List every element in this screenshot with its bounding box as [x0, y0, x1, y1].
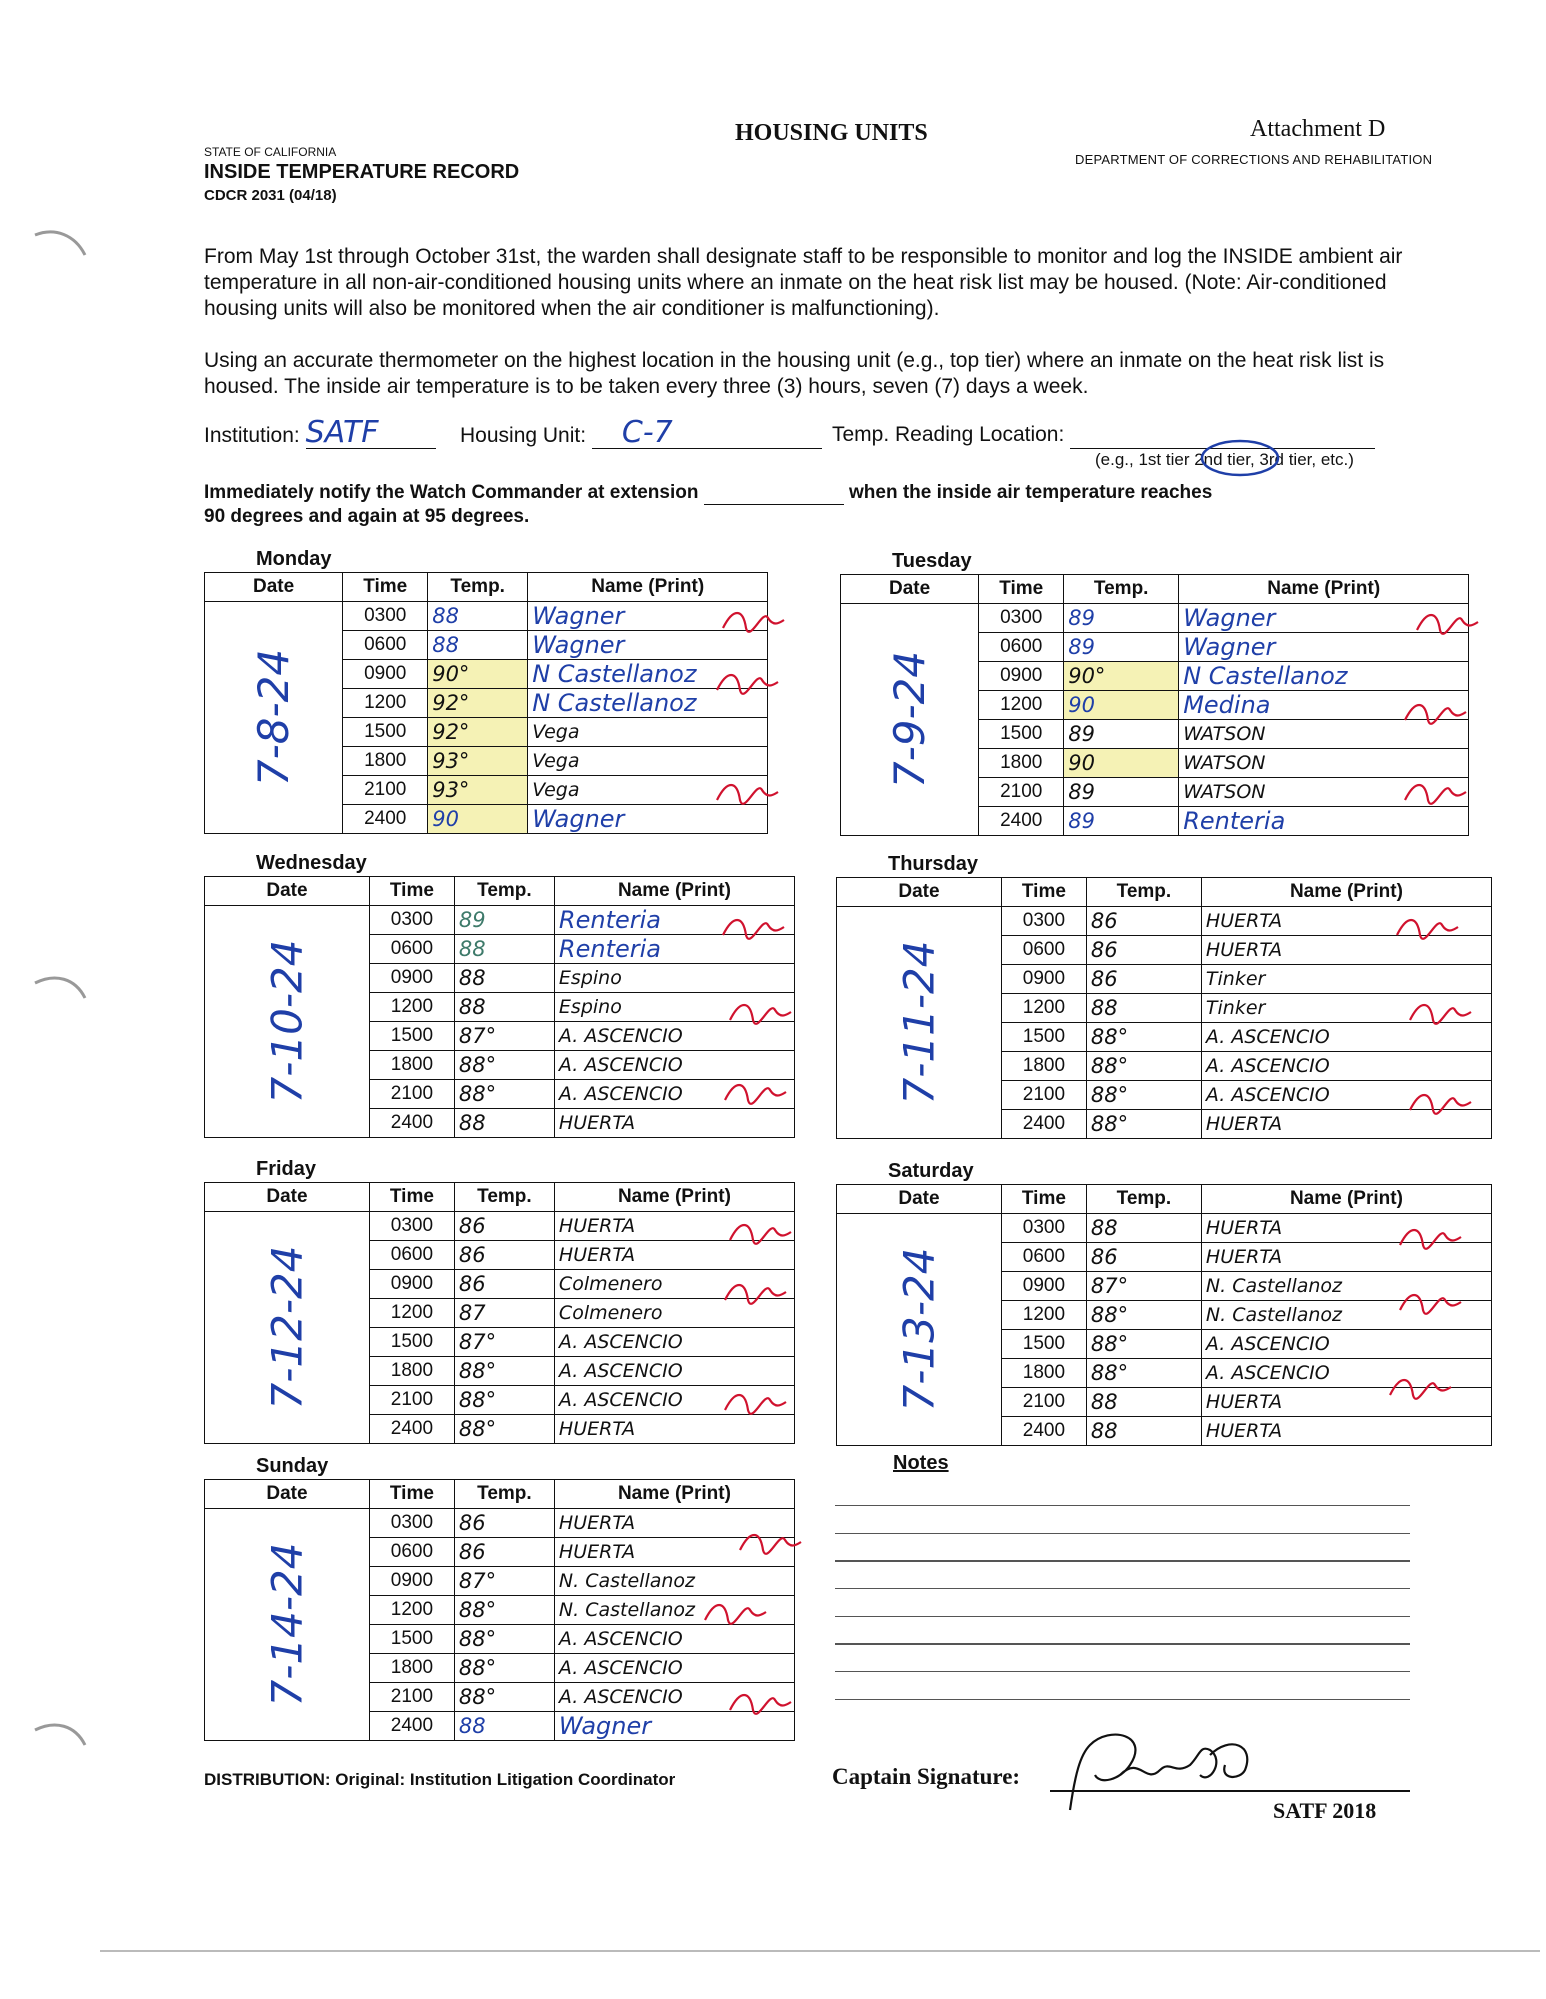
notes-line — [835, 1616, 1410, 1617]
name-cell[interactable]: A. ASCENCIO — [554, 1022, 794, 1051]
temp-cell[interactable]: 88° — [454, 1625, 554, 1654]
time-cell: 0600 — [1001, 1243, 1086, 1272]
time-cell: 1500 — [343, 718, 428, 747]
column-header-time: Time — [369, 877, 454, 906]
temp-cell[interactable]: 88° — [1086, 1359, 1201, 1388]
name-cell[interactable]: N. Castellanoz — [1201, 1272, 1491, 1301]
name-cell[interactable]: Wagner — [1179, 604, 1469, 633]
temp-cell[interactable]: 86 — [1086, 936, 1201, 965]
name-cell[interactable]: WATSON — [1179, 720, 1469, 749]
date-cell[interactable] — [837, 1214, 1002, 1446]
name-cell[interactable]: A. ASCENCIO — [1201, 1330, 1491, 1359]
temp-cell[interactable]: 86 — [454, 1538, 554, 1567]
column-header-date: Date — [205, 1183, 370, 1212]
reviewer-initials-mark — [725, 990, 795, 1040]
table-row — [205, 1509, 795, 1538]
time-cell: 0900 — [369, 964, 454, 993]
temp-location-example: (e.g., 1st tier 2nd tier, 3rd tier, etc.) — [1095, 450, 1354, 469]
name-cell[interactable]: A. ASCENCIO — [554, 1683, 794, 1712]
temp-cell[interactable]: 88° — [1086, 1110, 1201, 1139]
name-cell[interactable]: Wagner — [1179, 633, 1469, 662]
name-cell[interactable]: A. ASCENCIO — [554, 1080, 794, 1109]
name-cell[interactable]: Renteria — [554, 935, 794, 964]
time-cell: 1800 — [369, 1654, 454, 1683]
name-cell[interactable]: HUERTA — [554, 1241, 794, 1270]
temp-cell[interactable]: 87° — [1086, 1272, 1201, 1301]
temp-cell[interactable]: 86 — [454, 1241, 554, 1270]
name-cell[interactable]: A. ASCENCIO — [554, 1654, 794, 1683]
time-cell: 0600 — [369, 935, 454, 964]
time-cell: 2100 — [369, 1080, 454, 1109]
name-cell[interactable]: HUERTA — [1201, 1214, 1491, 1243]
reviewer-initials-mark — [712, 770, 782, 820]
temp-cell[interactable]: 88° — [1086, 1081, 1201, 1110]
name-cell[interactable]: Vega — [528, 747, 768, 776]
name-cell[interactable]: Wagner — [554, 1712, 794, 1741]
temp-cell[interactable]: 86 — [454, 1509, 554, 1538]
form-number: CDCR 2031 (04/18) — [204, 187, 337, 204]
column-header-temp: Temp. — [454, 877, 554, 906]
reviewer-initials-mark — [720, 1270, 790, 1320]
reviewer-initials-mark — [1400, 690, 1470, 740]
name-cell[interactable]: HUERTA — [1201, 1388, 1491, 1417]
name-cell[interactable]: Renteria — [1179, 807, 1469, 836]
time-cell: 1500 — [369, 1328, 454, 1357]
date-cell[interactable] — [205, 906, 370, 1138]
reviewer-initials-mark — [718, 905, 788, 955]
time-cell: 1800 — [369, 1051, 454, 1080]
form-year: SATF 2018 — [1273, 1798, 1377, 1823]
name-cell[interactable]: A. ASCENCIO — [1201, 1052, 1491, 1081]
column-header-time: Time — [1001, 1185, 1086, 1214]
name-cell[interactable]: N. Castellanoz — [554, 1596, 794, 1625]
column-header-temp: Temp. — [454, 1480, 554, 1509]
temp-cell[interactable]: 88 — [1086, 994, 1201, 1023]
temp-cell[interactable]: 92° — [428, 718, 528, 747]
column-header-date: Date — [837, 878, 1002, 907]
temp-cell[interactable]: 89 — [1064, 778, 1179, 807]
state-label: STATE OF CALIFORNIA — [204, 145, 337, 159]
name-cell[interactable]: Wagner — [528, 602, 768, 631]
name-cell[interactable]: Espino — [554, 964, 794, 993]
temp-cell[interactable]: 86 — [454, 1270, 554, 1299]
column-header-time: Time — [1001, 878, 1086, 907]
column-header-name: Name (Print) — [528, 573, 768, 602]
date-value: 7-8-24 — [249, 648, 299, 787]
table-row — [205, 906, 795, 935]
day-label: Monday — [256, 548, 332, 570]
temp-cell[interactable]: 88° — [454, 1080, 554, 1109]
time-cell: 0600 — [1001, 936, 1086, 965]
temp-cell[interactable]: 88° — [1086, 1330, 1201, 1359]
time-cell: 0300 — [343, 602, 428, 631]
time-cell: 2100 — [979, 778, 1064, 807]
time-cell: 1200 — [1001, 994, 1086, 1023]
temp-cell[interactable]: 88 — [454, 1109, 554, 1138]
temp-cell[interactable]: 90 — [1064, 691, 1179, 720]
notes-label: Notes — [893, 1452, 949, 1474]
temp-cell[interactable]: 86 — [1086, 1243, 1201, 1272]
column-header-time: Time — [979, 575, 1064, 604]
time-cell: 0900 — [1001, 965, 1086, 994]
time-cell: 1200 — [979, 691, 1064, 720]
name-cell[interactable]: A. ASCENCIO — [554, 1357, 794, 1386]
temp-cell[interactable]: 87 — [454, 1299, 554, 1328]
captain-signature-mark — [1050, 1715, 1270, 1825]
name-cell[interactable]: Colmenero — [554, 1270, 794, 1299]
reviewer-initials-mark — [1395, 1280, 1465, 1330]
time-cell: 2400 — [1001, 1417, 1086, 1446]
time-cell: 2400 — [369, 1712, 454, 1741]
name-cell[interactable]: Vega — [528, 718, 768, 747]
column-header-date: Date — [205, 573, 343, 602]
housing-unit-value[interactable]: C-7 — [592, 418, 822, 449]
name-cell[interactable]: HUERTA — [554, 1538, 794, 1567]
name-cell[interactable]: A. ASCENCIO — [554, 1051, 794, 1080]
day-label: Friday — [256, 1158, 317, 1180]
time-cell: 1200 — [369, 993, 454, 1022]
reviewer-initials-mark — [1405, 1080, 1475, 1130]
date-cell[interactable] — [205, 1509, 370, 1741]
name-cell[interactable]: HUERTA — [554, 1415, 794, 1444]
notes-line — [835, 1505, 1410, 1506]
column-header-date: Date — [841, 575, 979, 604]
time-cell: 0300 — [1001, 907, 1086, 936]
reviewer-initials-mark — [1392, 905, 1462, 955]
column-header-temp: Temp. — [428, 573, 528, 602]
temp-cell[interactable]: 88 — [1086, 1214, 1201, 1243]
time-cell: 0300 — [369, 1212, 454, 1241]
temp-cell[interactable]: 88 — [454, 1712, 554, 1741]
day-label: Sunday — [256, 1455, 329, 1477]
day-block-tuesday — [840, 550, 1469, 836]
name-cell[interactable]: N Castellanoz — [528, 660, 768, 689]
time-cell: 0300 — [369, 906, 454, 935]
tier-circle-mark — [1200, 438, 1280, 478]
time-cell: 1200 — [343, 689, 428, 718]
name-cell[interactable]: HUERTA — [554, 1109, 794, 1138]
temp-cell[interactable]: 92° — [428, 689, 528, 718]
date-cell[interactable] — [841, 604, 979, 836]
housing-unit-field — [460, 415, 822, 450]
column-header-name: Name (Print) — [554, 1480, 794, 1509]
day-label: Wednesday — [256, 852, 367, 874]
temp-cell[interactable]: 86 — [1086, 907, 1201, 936]
reviewer-initials-mark — [725, 1210, 795, 1260]
temp-cell[interactable]: 90° — [1064, 662, 1179, 691]
temp-cell[interactable]: 89 — [1064, 807, 1179, 836]
table-row — [205, 1212, 795, 1241]
temp-cell[interactable]: 89 — [1064, 720, 1179, 749]
time-cell: 1800 — [1001, 1359, 1086, 1388]
institution-field — [204, 415, 436, 450]
time-cell: 1500 — [979, 720, 1064, 749]
time-cell: 1800 — [369, 1357, 454, 1386]
housing-unit-label: Housing Unit: — [460, 424, 587, 447]
punch-hole-mark — [30, 1715, 90, 1755]
time-cell: 0300 — [1001, 1214, 1086, 1243]
column-header-time: Time — [369, 1480, 454, 1509]
reviewer-initials-mark — [1395, 1215, 1465, 1265]
name-cell[interactable]: A. ASCENCIO — [1201, 1081, 1491, 1110]
temp-cell[interactable]: 88° — [454, 1415, 554, 1444]
institution-label: Institution: — [204, 424, 300, 447]
date-value: 7-11-24 — [894, 940, 944, 1105]
time-cell: 0600 — [369, 1241, 454, 1270]
temp-cell[interactable]: 88 — [454, 993, 554, 1022]
temp-cell[interactable]: 87° — [454, 1328, 554, 1357]
scan-edge-line — [100, 1950, 1540, 1952]
temp-location-label: Temp. Reading Location: — [832, 423, 1065, 446]
temp-cell[interactable]: 88 — [454, 964, 554, 993]
captain-signature-label: Captain Signature: — [832, 1764, 1021, 1789]
time-cell: 0900 — [343, 660, 428, 689]
temp-cell[interactable]: 88° — [454, 1386, 554, 1415]
time-cell: 2400 — [369, 1415, 454, 1444]
temperature-log-table — [204, 572, 768, 834]
reviewer-initials-mark — [718, 598, 788, 648]
time-cell: 1800 — [343, 747, 428, 776]
time-cell: 0600 — [979, 633, 1064, 662]
date-cell[interactable] — [205, 602, 343, 834]
notify-instruction: Immediately notify the Watch Commander at extension when the inside air temperature reaches — [204, 482, 1213, 503]
time-cell: 2100 — [369, 1683, 454, 1712]
time-cell: 0300 — [369, 1509, 454, 1538]
column-header-date: Date — [205, 1480, 370, 1509]
day-label: Tuesday — [892, 550, 972, 572]
attachment-label: Attachment D — [1250, 116, 1386, 142]
column-header-temp: Temp. — [1064, 575, 1179, 604]
time-cell: 0900 — [369, 1270, 454, 1299]
punch-hole-mark — [30, 225, 90, 265]
instruction-paragraph-2: Using an accurate thermometer on the highest location in the housing unit (e.g., top tier) where an inmate on the heat risk list is housed. The inside air temperature is to be taken every three (3) hours, seven (7) days a week. — [204, 349, 1385, 398]
name-cell[interactable]: A. ASCENCIO — [554, 1386, 794, 1415]
temp-location-field — [832, 422, 1375, 449]
temp-cell[interactable]: 86 — [1086, 965, 1201, 994]
name-cell[interactable]: N. Castellanoz — [554, 1567, 794, 1596]
name-cell[interactable]: A. ASCENCIO — [554, 1625, 794, 1654]
time-cell: 0900 — [1001, 1272, 1086, 1301]
notes-line — [835, 1643, 1410, 1644]
table-row — [841, 604, 1469, 633]
name-cell[interactable]: WATSON — [1179, 749, 1469, 778]
time-cell: 1500 — [1001, 1023, 1086, 1052]
day-block-monday — [204, 548, 768, 834]
name-cell[interactable]: Wagner — [528, 805, 768, 834]
name-cell[interactable]: Colmenero — [554, 1299, 794, 1328]
column-header-temp: Temp. — [454, 1183, 554, 1212]
center-title: HOUSING UNITS — [735, 120, 928, 146]
name-cell[interactable]: HUERTA — [1201, 1243, 1491, 1272]
name-cell[interactable]: Medina — [1179, 691, 1469, 720]
table-row — [205, 602, 768, 631]
temp-cell[interactable]: 89 — [1064, 604, 1179, 633]
column-header-name: Name (Print) — [1179, 575, 1469, 604]
name-cell[interactable]: Tinker — [1201, 965, 1491, 994]
name-cell[interactable]: A. ASCENCIO — [554, 1328, 794, 1357]
temp-cell[interactable]: 88° — [1086, 1052, 1201, 1081]
time-cell: 2400 — [979, 807, 1064, 836]
time-cell: 2100 — [343, 776, 428, 805]
punch-hole-mark — [30, 968, 90, 1008]
notify-instruction-line2: 90 degrees and again at 95 degrees. — [204, 506, 530, 527]
reviewer-initials-mark — [720, 1070, 790, 1120]
column-header-name: Name (Print) — [1201, 878, 1491, 907]
column-header-temp: Temp. — [1086, 878, 1201, 907]
day-block-thursday — [836, 853, 1492, 1139]
day-block-friday — [204, 1158, 795, 1444]
temp-cell[interactable]: 89 — [1064, 633, 1179, 662]
distribution-note: DISTRIBUTION: Original: Institution Litigation Coordinator — [204, 1770, 676, 1789]
name-cell[interactable]: WATSON — [1179, 778, 1469, 807]
temp-cell[interactable]: 90 — [428, 805, 528, 834]
name-cell[interactable]: A. ASCENCIO — [1201, 1023, 1491, 1052]
reviewer-initials-mark — [1412, 600, 1482, 650]
notes-line — [835, 1671, 1410, 1672]
temp-cell[interactable]: 87° — [454, 1022, 554, 1051]
time-cell: 1200 — [369, 1299, 454, 1328]
temp-cell[interactable]: 93° — [428, 776, 528, 805]
column-header-time: Time — [369, 1183, 454, 1212]
reviewer-initials-mark — [700, 1590, 770, 1640]
temp-cell[interactable]: 88° — [1086, 1023, 1201, 1052]
reviewer-initials-mark — [1400, 770, 1470, 820]
reviewer-initials-mark — [712, 660, 782, 710]
temp-cell[interactable]: 88° — [454, 1051, 554, 1080]
notes-line — [835, 1560, 1410, 1561]
date-cell[interactable] — [205, 1212, 370, 1444]
date-cell[interactable] — [837, 907, 1002, 1139]
reviewer-initials-mark — [720, 1380, 790, 1430]
column-header-date: Date — [837, 1185, 1002, 1214]
column-header-date: Date — [205, 877, 370, 906]
reviewer-initials-mark — [1405, 990, 1475, 1040]
name-cell[interactable]: Wagner — [528, 631, 768, 660]
reviewer-initials-mark — [725, 1680, 795, 1730]
time-cell: 2400 — [343, 805, 428, 834]
time-cell: 2100 — [1001, 1388, 1086, 1417]
date-value: 7-10-24 — [262, 939, 312, 1104]
temp-cell[interactable]: 88 — [1086, 1388, 1201, 1417]
notes-line — [835, 1588, 1410, 1589]
day-label: Thursday — [888, 853, 979, 875]
name-cell[interactable]: HUERTA — [554, 1212, 794, 1241]
temp-cell[interactable]: 88 — [454, 935, 554, 964]
column-header-name: Name (Print) — [554, 1183, 794, 1212]
time-cell: 1200 — [1001, 1301, 1086, 1330]
name-cell[interactable]: HUERTA — [554, 1509, 794, 1538]
time-cell: 0900 — [979, 662, 1064, 691]
time-cell: 1200 — [369, 1596, 454, 1625]
temp-cell[interactable]: 88° — [454, 1357, 554, 1386]
extension-field[interactable] — [704, 482, 844, 505]
time-cell: 2400 — [1001, 1110, 1086, 1139]
time-cell: 1500 — [1001, 1330, 1086, 1359]
column-header-name: Name (Print) — [1201, 1185, 1491, 1214]
temperature-log-table — [204, 876, 795, 1138]
temp-cell[interactable]: 93° — [428, 747, 528, 776]
time-cell: 0600 — [343, 631, 428, 660]
department-name: DEPARTMENT OF CORRECTIONS AND REHABILITATION — [1075, 152, 1433, 167]
column-header-temp: Temp. — [1086, 1185, 1201, 1214]
column-header-time: Time — [343, 573, 428, 602]
temp-cell[interactable]: 88° — [454, 1683, 554, 1712]
time-cell: 1500 — [369, 1022, 454, 1051]
date-value: 7-9-24 — [885, 650, 935, 789]
temp-cell[interactable]: 87° — [454, 1567, 554, 1596]
notes-line — [835, 1533, 1410, 1534]
reviewer-initials-mark — [1385, 1365, 1455, 1415]
date-value: 7-13-24 — [894, 1247, 944, 1412]
temperature-log-table — [204, 1182, 795, 1444]
form-title: INSIDE TEMPERATURE RECORD — [204, 161, 520, 183]
name-cell[interactable]: Tinker — [1201, 994, 1491, 1023]
name-cell[interactable]: N Castellanoz — [1179, 662, 1469, 691]
name-cell[interactable]: HUERTA — [1201, 1110, 1491, 1139]
time-cell: 0600 — [369, 1538, 454, 1567]
institution-value[interactable]: SATF — [306, 418, 436, 449]
temperature-log-table — [840, 574, 1469, 836]
name-cell[interactable]: N Castellanoz — [528, 689, 768, 718]
name-cell[interactable]: Espino — [554, 993, 794, 1022]
day-block-wednesday — [204, 852, 795, 1138]
temp-cell[interactable]: 86 — [454, 1212, 554, 1241]
date-value: 7-12-24 — [262, 1245, 312, 1410]
table-row — [837, 1214, 1492, 1243]
time-cell: 0900 — [369, 1567, 454, 1596]
time-cell: 0300 — [979, 604, 1064, 633]
column-header-name: Name (Print) — [554, 877, 794, 906]
time-cell: 1800 — [1001, 1052, 1086, 1081]
temp-cell[interactable]: 88° — [1086, 1301, 1201, 1330]
temp-cell[interactable]: 88 — [428, 602, 528, 631]
time-cell: 2100 — [369, 1386, 454, 1415]
temp-cell[interactable]: 88° — [454, 1596, 554, 1625]
name-cell[interactable]: HUERTA — [1201, 936, 1491, 965]
reviewer-initials-mark — [735, 1520, 805, 1570]
temp-cell[interactable]: 89 — [454, 906, 554, 935]
name-cell[interactable]: A. ASCENCIO — [1201, 1359, 1491, 1388]
time-cell: 2400 — [369, 1109, 454, 1138]
time-cell: 1800 — [979, 749, 1064, 778]
temp-cell[interactable]: 88° — [454, 1654, 554, 1683]
name-cell[interactable]: HUERTA — [1201, 1417, 1491, 1446]
notes-line — [835, 1699, 1410, 1700]
name-cell[interactable]: N. Castellanoz — [1201, 1301, 1491, 1330]
day-label: Saturday — [888, 1160, 974, 1182]
time-cell: 2100 — [1001, 1081, 1086, 1110]
temp-cell[interactable]: 90 — [1064, 749, 1179, 778]
temp-cell[interactable]: 88 — [428, 631, 528, 660]
notes-lines[interactable] — [835, 1505, 1410, 1727]
temp-cell[interactable]: 88 — [1086, 1417, 1201, 1446]
date-value: 7-14-24 — [262, 1542, 312, 1707]
name-cell[interactable]: Vega — [528, 776, 768, 805]
instruction-paragraph-1: From May 1st through October 31st, the warden shall designate staff to be responsible to monitor and log the INSIDE ambient air temperature in all non-air-conditioned housing units where an inmate on the heat risk list may be housed. (Note: Air-conditioned housing units will also be monitored when the air conditioner is malfunctioning). — [204, 245, 1403, 320]
temp-cell[interactable]: 90° — [428, 660, 528, 689]
name-cell[interactable]: Renteria — [554, 906, 794, 935]
time-cell: 1500 — [369, 1625, 454, 1654]
name-cell[interactable]: HUERTA — [1201, 907, 1491, 936]
